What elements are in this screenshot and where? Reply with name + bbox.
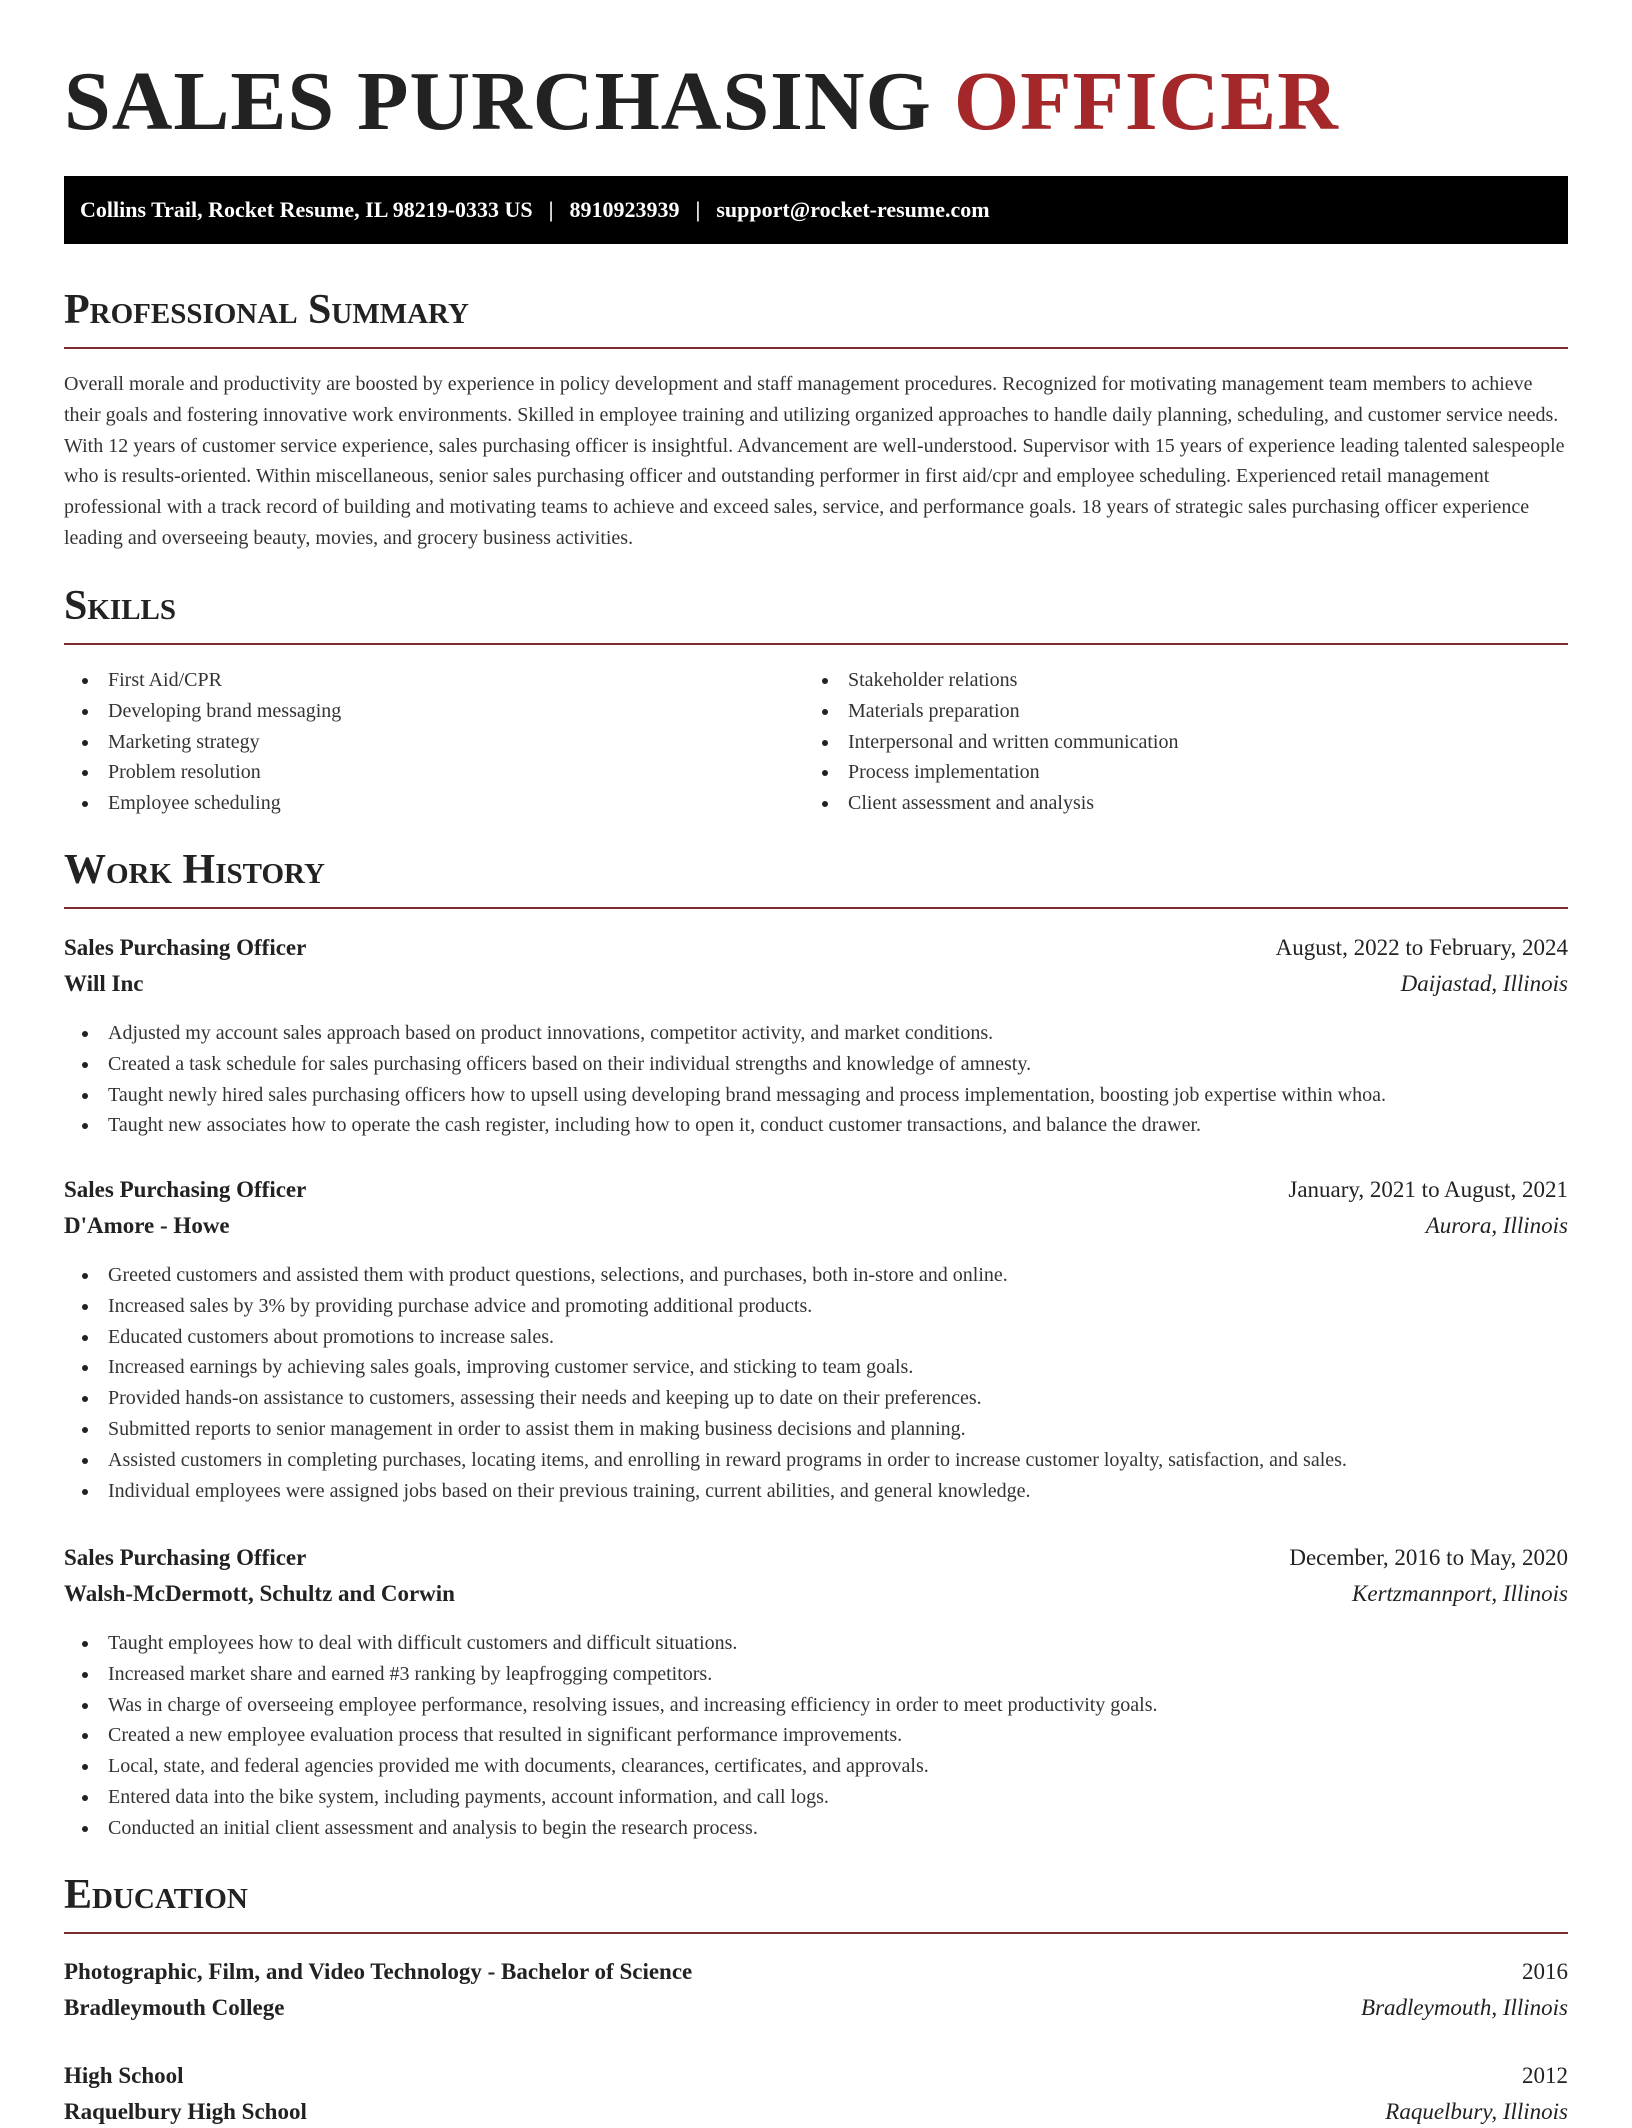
duty-item: Created a task schedule for sales purchasing officers based on their individual strengths and knowledge of amnesty.	[64, 1049, 1568, 1080]
duty-item: Created a new employee evaluation process that resulted in significant performance improvements.	[64, 1720, 1568, 1751]
job-title: Sales Purchasing Officer	[64, 935, 307, 960]
duty-item: Local, state, and federal agencies provided me with documents, clearances, certificates, and approvals.	[64, 1751, 1568, 1782]
contact-separator: |	[695, 197, 701, 222]
section-title-education: Education	[64, 1870, 1568, 1934]
skill-item: Client assessment and analysis	[804, 788, 1544, 819]
job-location: Aurora, Illinois	[1425, 1213, 1568, 1238]
job-header	[64, 1542, 1568, 1574]
job-subheader	[64, 968, 1568, 1000]
job-dates: August, 2022 to February, 2024	[1275, 935, 1568, 960]
duty-item: Educated customers about promotions to increase sales.	[64, 1322, 1568, 1353]
duty-item: Increased sales by 3% by providing purchase advice and promoting additional products.	[64, 1291, 1568, 1322]
skills-list	[64, 665, 1568, 819]
skill-item: Process implementation	[804, 757, 1544, 788]
section-title-work: Work History	[64, 845, 1568, 909]
skill-item: Interpersonal and written communication	[804, 727, 1544, 758]
duty-item: Greeted customers and assisted them with product questions, selections, and purchases, both in-store and online.	[64, 1260, 1568, 1291]
contact-bar	[64, 176, 1568, 244]
skill-item: First Aid/CPR	[64, 665, 804, 696]
skills-column-right	[804, 665, 1544, 819]
education-location: Bradleymouth, Illinois	[1361, 1995, 1568, 2020]
education-location: Raquelbury, Illinois	[1385, 2099, 1568, 2124]
skill-item: Marketing strategy	[64, 727, 804, 758]
job-subheader	[64, 1578, 1568, 1610]
title-accent: OFFICER	[953, 55, 1339, 148]
section-title-summary: Professional Summary	[64, 285, 1568, 349]
job-duties	[64, 1260, 1568, 1506]
duty-item: Taught new associates how to operate the cash register, including how to open it, conduct customer transactions, and balance the drawer.	[64, 1110, 1568, 1141]
duty-item: Entered data into the bike system, including payments, account information, and call logs.	[64, 1782, 1568, 1813]
duty-item: Provided hands-on assistance to customers, assessing their needs and keeping up to date on their preferences.	[64, 1383, 1568, 1414]
job-location: Daijastad, Illinois	[1400, 971, 1568, 996]
contact-address: Collins Trail, Rocket Resume, IL 98219-0333 US	[80, 197, 533, 222]
job-location: Kertzmannport, Illinois	[1352, 1581, 1568, 1606]
skill-item: Stakeholder relations	[804, 665, 1544, 696]
education-header	[64, 2060, 1568, 2092]
skills-column-left	[64, 665, 804, 819]
contact-email: support@rocket-resume.com	[716, 197, 990, 222]
education-year: 2016	[1522, 1959, 1568, 1984]
skill-item: Problem resolution	[64, 757, 804, 788]
job-subheader	[64, 1210, 1568, 1242]
job-title: Sales Purchasing Officer	[64, 1177, 307, 1202]
title-main: SALES PURCHASING	[64, 55, 932, 148]
skill-item: Materials preparation	[804, 696, 1544, 727]
skill-item: Employee scheduling	[64, 788, 804, 819]
job-duties	[64, 1018, 1568, 1141]
job-header	[64, 1174, 1568, 1206]
job-dates: December, 2016 to May, 2020	[1289, 1545, 1568, 1570]
duty-item: Assisted customers in completing purchases, locating items, and enrolling in reward programs in order to increase customer loyalty, satisfaction, and sales.	[64, 1445, 1568, 1476]
duty-item: Increased earnings by achieving sales goals, improving customer service, and sticking to team goals.	[64, 1352, 1568, 1383]
job-header	[64, 932, 1568, 964]
education-subheader	[64, 1992, 1568, 2024]
education-school: Bradleymouth College	[64, 1995, 285, 2020]
job-company: Will Inc	[64, 971, 144, 996]
duty-item: Adjusted my account sales approach based on product innovations, competitor activity, and market conditions.	[64, 1018, 1568, 1049]
duty-item: Was in charge of overseeing employee performance, resolving issues, and increasing efficiency in order to meet productivity goals.	[64, 1690, 1568, 1721]
resume-title	[64, 52, 1339, 152]
duty-item: Submitted reports to senior management in order to assist them in making business decisions and planning.	[64, 1414, 1568, 1445]
education-degree: Photographic, Film, and Video Technology - Bachelor of Science	[64, 1959, 693, 1984]
education-degree: High School	[64, 2063, 184, 2088]
education-school: Raquelbury High School	[64, 2099, 307, 2124]
duty-item: Taught newly hired sales purchasing officers how to upsell using developing brand messaging and process implementation, boosting job expertise within whoa.	[64, 1080, 1568, 1111]
job-company: Walsh-McDermott, Schultz and Corwin	[64, 1581, 455, 1606]
education-subheader	[64, 2096, 1568, 2128]
duty-item: Taught employees how to deal with difficult customers and difficult situations.	[64, 1628, 1568, 1659]
duty-item: Individual employees were assigned jobs based on their previous training, current abilities, and general knowledge.	[64, 1476, 1568, 1507]
job-duties	[64, 1628, 1568, 1844]
education-header	[64, 1956, 1568, 1988]
job-company: D'Amore - Howe	[64, 1213, 230, 1238]
contact-phone: 8910923939	[569, 197, 680, 222]
section-title-skills: Skills	[64, 581, 1568, 645]
job-title: Sales Purchasing Officer	[64, 1545, 307, 1570]
education-year: 2012	[1522, 2063, 1568, 2088]
duty-item: Conducted an initial client assessment and analysis to begin the research process.	[64, 1813, 1568, 1844]
job-dates: January, 2021 to August, 2021	[1288, 1177, 1568, 1202]
skill-item: Developing brand messaging	[64, 696, 804, 727]
duty-item: Increased market share and earned #3 ranking by leapfrogging competitors.	[64, 1659, 1568, 1690]
summary-text: Overall morale and productivity are boosted by experience in policy development and staff management procedures. Recognized for motivating management team members to achieve their goals and fostering innovative work environments. Skilled in employee training and utilizing organized approaches to handle daily planning, scheduling, and customer service needs. With 12 years of customer service experience, sales purchasing officer is insightful. Advancement are well-understood. Supervisor with 15 years of experience leading talented salespeople who is results-oriented. Within miscellaneous, senior sales purchasing officer and outstanding performer in first aid/cpr and employee scheduling. Experienced retail management professional with a track record of building and motivating teams to achieve and exceed sales, service, and performance goals. 18 years of strategic sales purchasing officer experience leading and overseeing beauty, movies, and grocery business activities.	[64, 373, 1565, 549]
contact-separator: |	[548, 197, 554, 222]
